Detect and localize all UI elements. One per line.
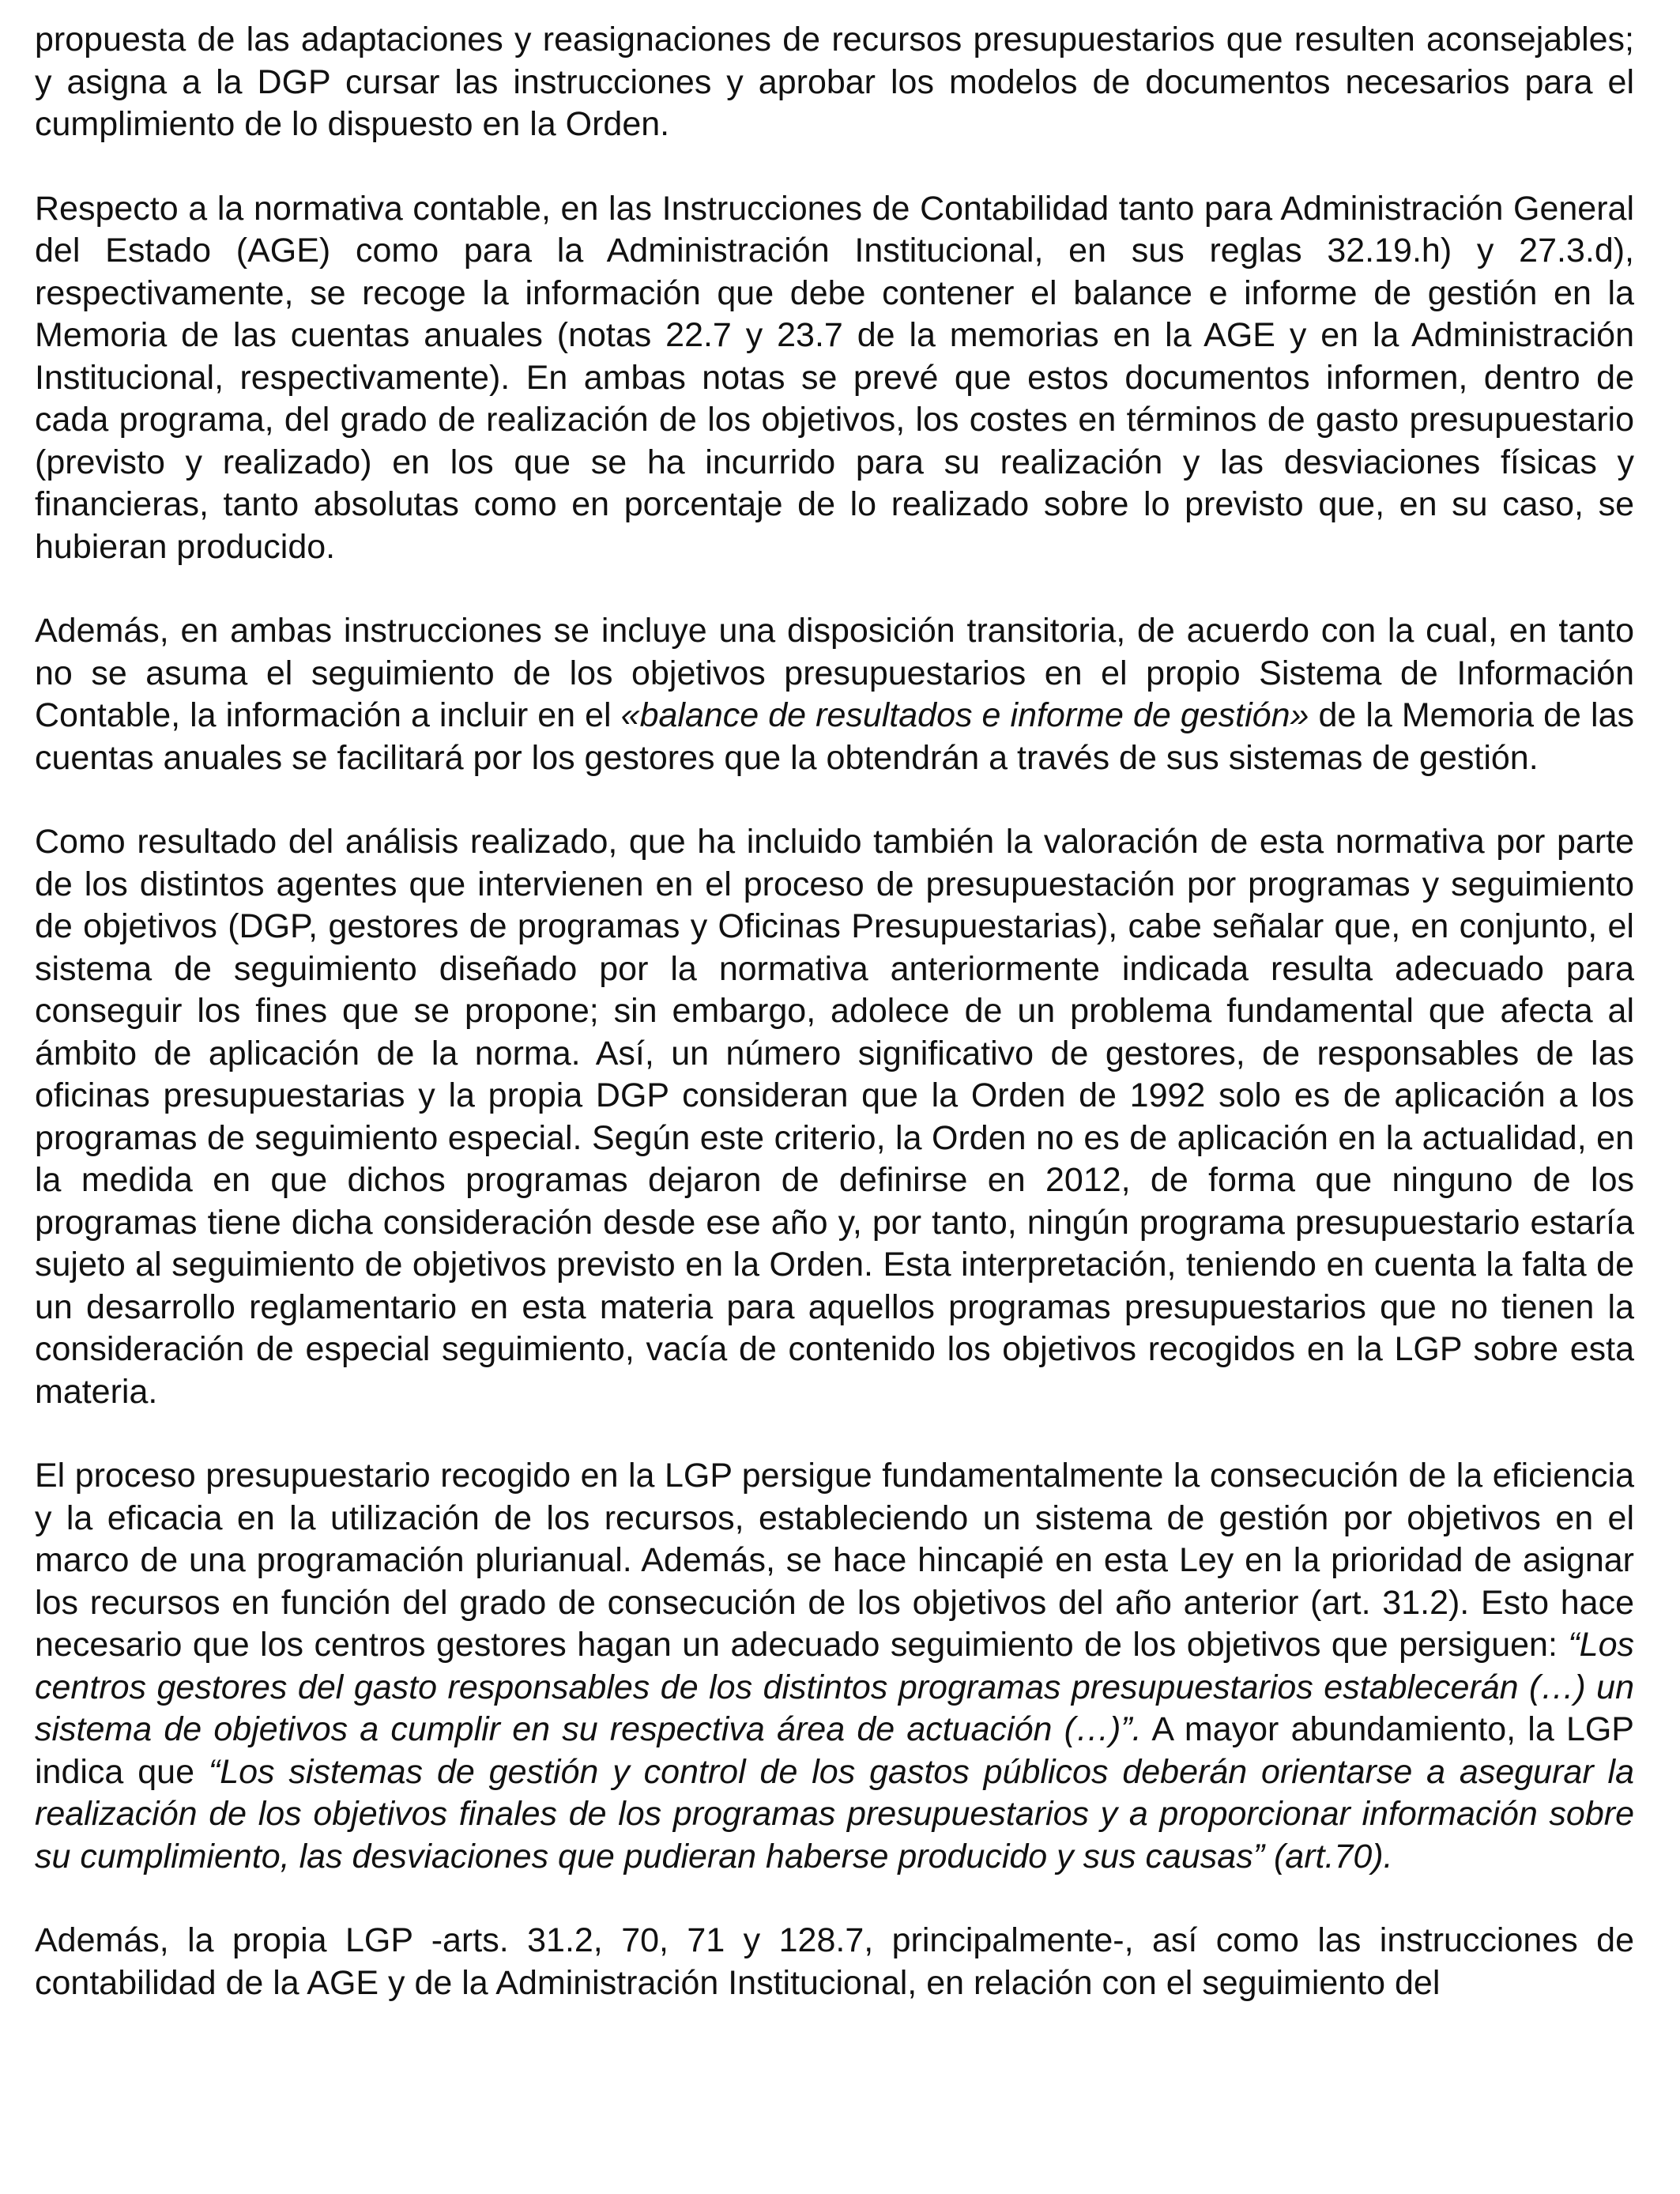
paragraph-text: A mayor abundamiento, la LGP indica que (35, 1710, 1634, 1791)
paragraph-text: propuesta de las adaptaciones y reasignaciones de recursos presupuestarios que resulten aconsejables; y asigna a la DGP cursar las instrucciones y aprobar los modelos de documentos necesarios para el cumplimiento de lo dispuesto en la Orden. (35, 21, 1634, 143)
document-page (35, 19, 1634, 2004)
paragraph (35, 1455, 1634, 1878)
paragraph (35, 821, 1634, 1413)
italic-quote: «balance de resultados e informe de gestión» (620, 696, 1309, 734)
paragraph-text: Respecto a la normativa contable, en las Instrucciones de Contabilidad tanto para Administración General del Estado (AGE) como para la Administración Institucional, en sus reglas 32.19.h) y 27.3.d), respectivamente, se recoge la información que debe contener el balance e informe de gestión en la Memoria de las cuentas anuales (notas 22.7 y 23.7 de la memorias en la AGE y en la Administración Institucional, respectivamente). En ambas notas se prevé que estos documentos informen, dentro de cada programa, del grado de realización de los objetivos, los costes en términos de gasto presupuestario (previsto y realizado) en los que se ha incurrido para su realización y las desviaciones físicas y financieras, tanto absolutas como en porcentaje de lo realizado sobre lo previsto que, en su caso, se hubieran producido. (35, 189, 1634, 566)
paragraph (35, 19, 1634, 146)
paragraph-text: de la Memoria de las cuentas anuales se facilitará por los gestores que la obtendrán a través de sus sistemas de gestión. (35, 696, 1634, 777)
paragraph-text: El proceso presupuestario recogido en la LGP persigue fundamentalmente la consecución de la eficiencia y la eficacia en la utilización de los recursos, estableciendo un sistema de gestión por objetivos en el marco de una programación plurianual. Además, se hace hincapié en esta Ley en la prioridad de asignar los recursos en función del grado de consecución de los objetivos del año anterior (art. 31.2). Esto hace necesario que los centros gestores hagan un adecuado seguimiento de los objetivos que persiguen: (35, 1457, 1634, 1664)
paragraph-text: Además, la propia LGP -arts. 31.2, 70, 71 y 128.7, principalmente-, así como las instrucciones de contabilidad de la AGE y de la Administración Institucional, en relación con el seguimiento del (35, 1921, 1634, 2002)
paragraph (35, 1920, 1634, 2004)
italic-quote: “Los centros gestores del gasto responsables de los distintos programas presupuestarios establecerán (…) un sistema de objetivos a cumplir en su respectiva área de actuación (…)”. (35, 1626, 1634, 1748)
paragraph-text: Como resultado del análisis realizado, que ha incluido también la valoración de esta normativa por parte de los distintos agentes que intervienen en el proceso de presupuestación por programas y seguimiento de objetivos (DGP, gestores de programas y Oficinas Presupuestarias), cabe señalar que, en conjunto, el sistema de seguimiento diseñado por la normativa anteriormente indicada resulta adecuado para conseguir los fines que se propone; sin embargo, adolece de un problema fundamental que afecta al ámbito de aplicación de la norma. Así, un número significativo de gestores, de responsables de las oficinas presupuestarias y la propia DGP consideran que la Orden de 1992 solo es de aplicación a los programas de seguimiento especial. Según este criterio, la Orden no es de aplicación en la actualidad, en la medida en que dichos programas dejaron de definirse en 2012, de forma que ninguno de los programas tiene dicha consideración desde ese año y, por tanto, ningún programa presupuestario estaría sujeto al seguimiento de objetivos previsto en la Orden. Esta interpretación, teniendo en cuenta la falta de un desarrollo reglamentario en esta materia para aquellos programas presupuestarios que no tienen la consideración de especial seguimiento, vacía de contenido los objetivos recogidos en la LGP sobre esta materia. (35, 823, 1634, 1411)
paragraph (35, 610, 1634, 779)
italic-quote: “Los sistemas de gestión y control de los gastos públicos deberán orientarse a asegurar la realización de los objetivos finales de los programas presupuestarios y a proporcionar información sobre su cumplimiento, las desviaciones que pudieran haberse producido y sus causas” (art.70). (35, 1752, 1634, 1875)
paragraph-text: Además, en ambas instrucciones se incluye una disposición transitoria, de acuerdo con la cual, en tanto no se asuma el seguimiento de los objetivos presupuestarios en el propio Sistema de Información Contable, la información a incluir en el (35, 612, 1634, 734)
paragraph (35, 188, 1634, 569)
